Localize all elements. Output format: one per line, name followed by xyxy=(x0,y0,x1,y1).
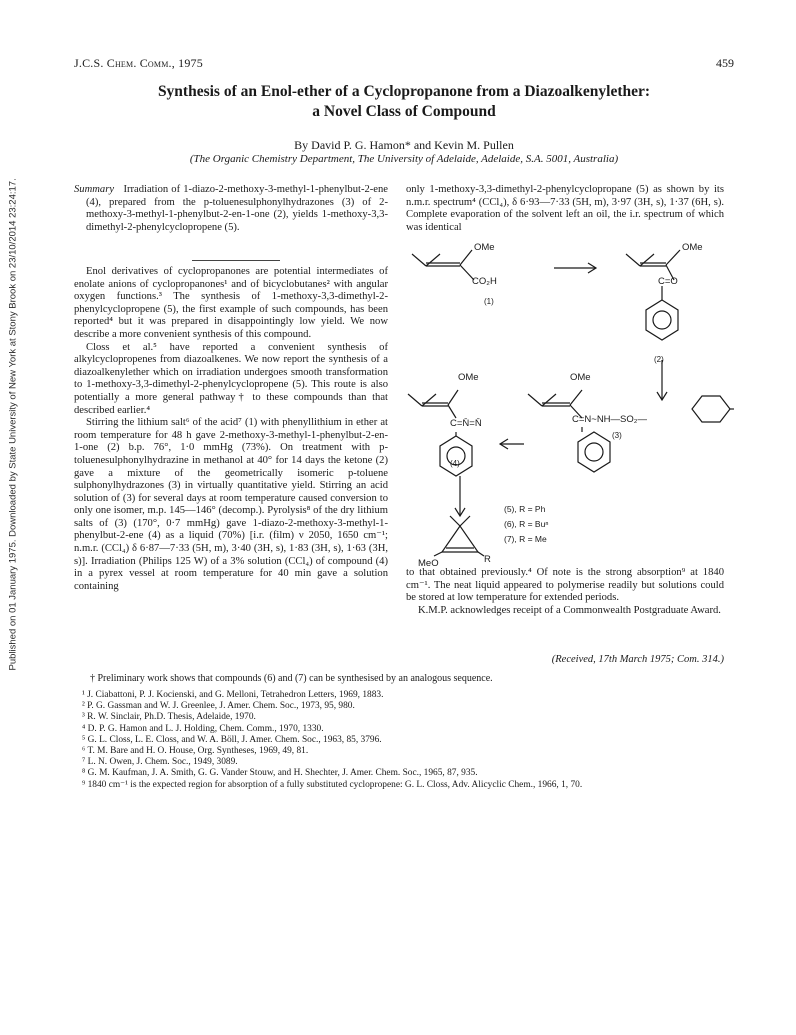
dagger-footnote: † Preliminary work shows that compounds (6) and (7) can be synthesised by an analogous sequence. xyxy=(90,673,493,684)
received-date: (Received, 17th March 1975; Com. 314.) xyxy=(551,654,724,665)
r-def-7: (7), R = Me xyxy=(504,534,547,544)
compound-1-co2h: CO₂H xyxy=(472,276,497,287)
right-column-top xyxy=(406,184,724,234)
reference-item: ² P. G. Gassman and W. J. Greenlee, J. Amer. Chem. Soc., 1973, 95, 980. xyxy=(82,701,355,712)
references-list xyxy=(82,690,762,791)
paragraph-acknowledgement: K.M.P. acknowledges receipt of a Commonwealth Postgraduate Award. xyxy=(418,604,721,616)
compound-1-structure xyxy=(412,250,474,280)
compound-2-c-eq-o: C=O xyxy=(658,276,678,287)
section-divider xyxy=(192,260,280,261)
summary-label: Summary xyxy=(74,184,115,195)
authors: By David P. G. Hamon* and Kevin M. Pullen xyxy=(294,138,514,152)
reaction-scheme xyxy=(404,232,734,566)
compound-4-label: (4) xyxy=(450,459,460,468)
compound-2-ome: OMe xyxy=(682,242,703,253)
title-line-2: a Novel Class of Compound xyxy=(312,103,496,120)
paragraph-experimental: Stirring the lithium salt⁶ of the acid⁷ (1) with phenyllithium in ether at room temperature for 48 h gave 2-methoxy-3-methyl-1-phenylbut-2-en-1-one (2) b.p. 76°, 1·0 mmHg (73%). On treatment with p-toluenesulphonylhydrazine in methanol at 40° for 14 days the ketone (2) gave a mixture of the geometrically isomeric p-toluene sulphonylhydrazones (3) in virtually quantitative yield. Stirring an acid solution of (3) for several days at room temperature caused conversion to only one isomer, m.p. 145—146° (decomp.). Pyrolysis⁸ of the dry lithium salts of (3) (170°, 0·7 mmHg) gave 1-diazo-2-methoxy-3-methyl-1-phenylbut-2-ene (4) as a liquid (70%) [i.r. (film) ν 2050, 1650 cm⁻¹; n.m.r. (CCl₄) δ 6·87—7·33 (5H, m), 3·40 (3H, s), 1·83 (3H, s), 1·63 (3H, s)]. Irradiation (Philips 125 W) of a 3% solution (CCl₄) of compound (4) in a pyrex vessel at room temperature for 40 min gave a solution containing xyxy=(74,417,388,592)
compound-2-structure xyxy=(626,250,680,340)
paragraph-intro: Enol derivatives of cyclopropanones are potential intermediates of enolate anions of cyclopropanones¹ and of bicyclobutanes² with angular oxygen functions.³ The synthesis of 1-methoxy-3,3-dimethyl-2-phenylcyclopropene (5), the first example of such compounds, has been reported⁴ but it was prepared in disappointingly low yield. We now describe a more convenient synthesis of this compound. xyxy=(74,266,388,340)
compound-4-structure xyxy=(408,390,472,476)
compound-3-ome: OMe xyxy=(570,372,591,383)
reference-item: ⁸ G. M. Kaufman, J. A. Smith, G. G. Vander Stouw, and H. Shechter, J. Amer. Chem. Soc., 1965, 87, 935. xyxy=(82,768,478,779)
page-number: 459 xyxy=(716,56,734,70)
download-side-note: Published on 01 January 1975. Downloaded by State University of New York at Stony Brook on 23/10/2014 23:24:17. xyxy=(7,178,19,671)
title-line-1: Synthesis of an Enol-ether of a Cyclopropanone from a Diazoalkenylether: xyxy=(157,83,651,100)
reference-item: ⁴ D. P. G. Hamon and L. J. Holding, Chem. Comm., 1970, 1330. xyxy=(82,723,324,734)
compound-3-label: (3) xyxy=(612,431,622,440)
left-column-body xyxy=(74,266,388,593)
article-title xyxy=(74,82,734,122)
right-column-bottom xyxy=(406,567,724,617)
compound-3-hydrazone: C=N~NH—SO₂— xyxy=(572,414,647,425)
reference-item: ³ R. W. Sinclair, Ph.D. Thesis, Adelaide, 1970. xyxy=(82,712,256,723)
r-def-5: (5), R = Ph xyxy=(504,504,546,514)
paragraph-continued: only 1-methoxy-3,3-dimethyl-2-phenylcyclopropane (5) as shown by its n.m.r. spectrum⁴ (CCl₄), δ 6·93—7·33 (5H, m), 3·97 (3H, s), 1·37 (6H, s). Complete evaporation of the solvent left an oil, the i.r. spectrum of which was identical xyxy=(406,184,724,233)
compound-1-ome: OMe xyxy=(474,242,495,253)
reference-item: ⁶ T. M. Bare and H. O. House, Org. Syntheses, 1969, 49, 81. xyxy=(82,746,309,757)
cyclopropene-r: R xyxy=(484,554,491,565)
cyclopropene-meo: MeO xyxy=(418,558,439,566)
compound-2-label: (2) xyxy=(654,355,664,364)
paragraph-closs: Closs et al.⁵ have reported a convenient synthesis of alkylcyclopropenes from diazoalkenes. We now report the synthesis of a diazoalkenylether which on irradiation undergoes smooth transformation to 1-methoxy-3,3-dimethyl-2-phenylcyclopropene (5). This route is also potentially a more general pathway† to these compounds than that described earlier.⁴ xyxy=(74,341,388,416)
reference-item: ⁷ L. N. Owen, J. Chem. Soc., 1949, 3089. xyxy=(82,757,238,768)
summary-text: Irradiation of 1-diazo-2-methoxy-3-methyl-1-phenylbut-2-ene (4), prepared from the p-toluenesulphonylhydrazones (3) of 2-methoxy-3-methyl-1-phenylbut-2-en-1-one (2), yields 1-methoxy-3,3-dimethyl-2-phenylcyclopropene (5). xyxy=(86,184,388,233)
compound-1-label: (1) xyxy=(484,297,494,306)
cyclopropene-structure xyxy=(434,516,484,556)
reference-item: ⁹ 1840 cm⁻¹ is the expected region for absorption of a fully substituted cyclopropene: G. L. Closs, Adv. Alicyclic Chem., 1966, 1, 70. xyxy=(82,779,583,790)
journal-header: J.C.S. Chem. Comm., 1975 xyxy=(74,56,203,70)
reference-item: ⁵ G. L. Closs, L. E. Closs, and W. A. Böll, J. Amer. Chem. Soc., 1963, 85, 3796. xyxy=(82,734,382,745)
r-def-6: (6), R = Buⁿ xyxy=(504,519,549,529)
paragraph-conclusion: to that obtained previously.⁴ Of note is the strong absorption⁹ at 1840 cm⁻¹. The neat liquid appeared to polymerise readily but solutions could be stored at low temperature for extended periods. xyxy=(406,567,724,604)
summary xyxy=(74,184,388,234)
reference-item: ¹ J. Ciabattoni, P. J. Kocienski, and G. Melloni, Tetrahedron Letters, 1969, 1883. xyxy=(82,690,384,700)
compound-4-diazo: C=N̄=N̄ xyxy=(450,418,482,429)
compound-4-ome: OMe xyxy=(458,372,479,383)
compound-3-structure xyxy=(528,390,734,472)
affiliation: (The Organic Chemistry Department, The University of Adelaide, Adelaide, S.A. 5001, Australia) xyxy=(189,153,619,165)
